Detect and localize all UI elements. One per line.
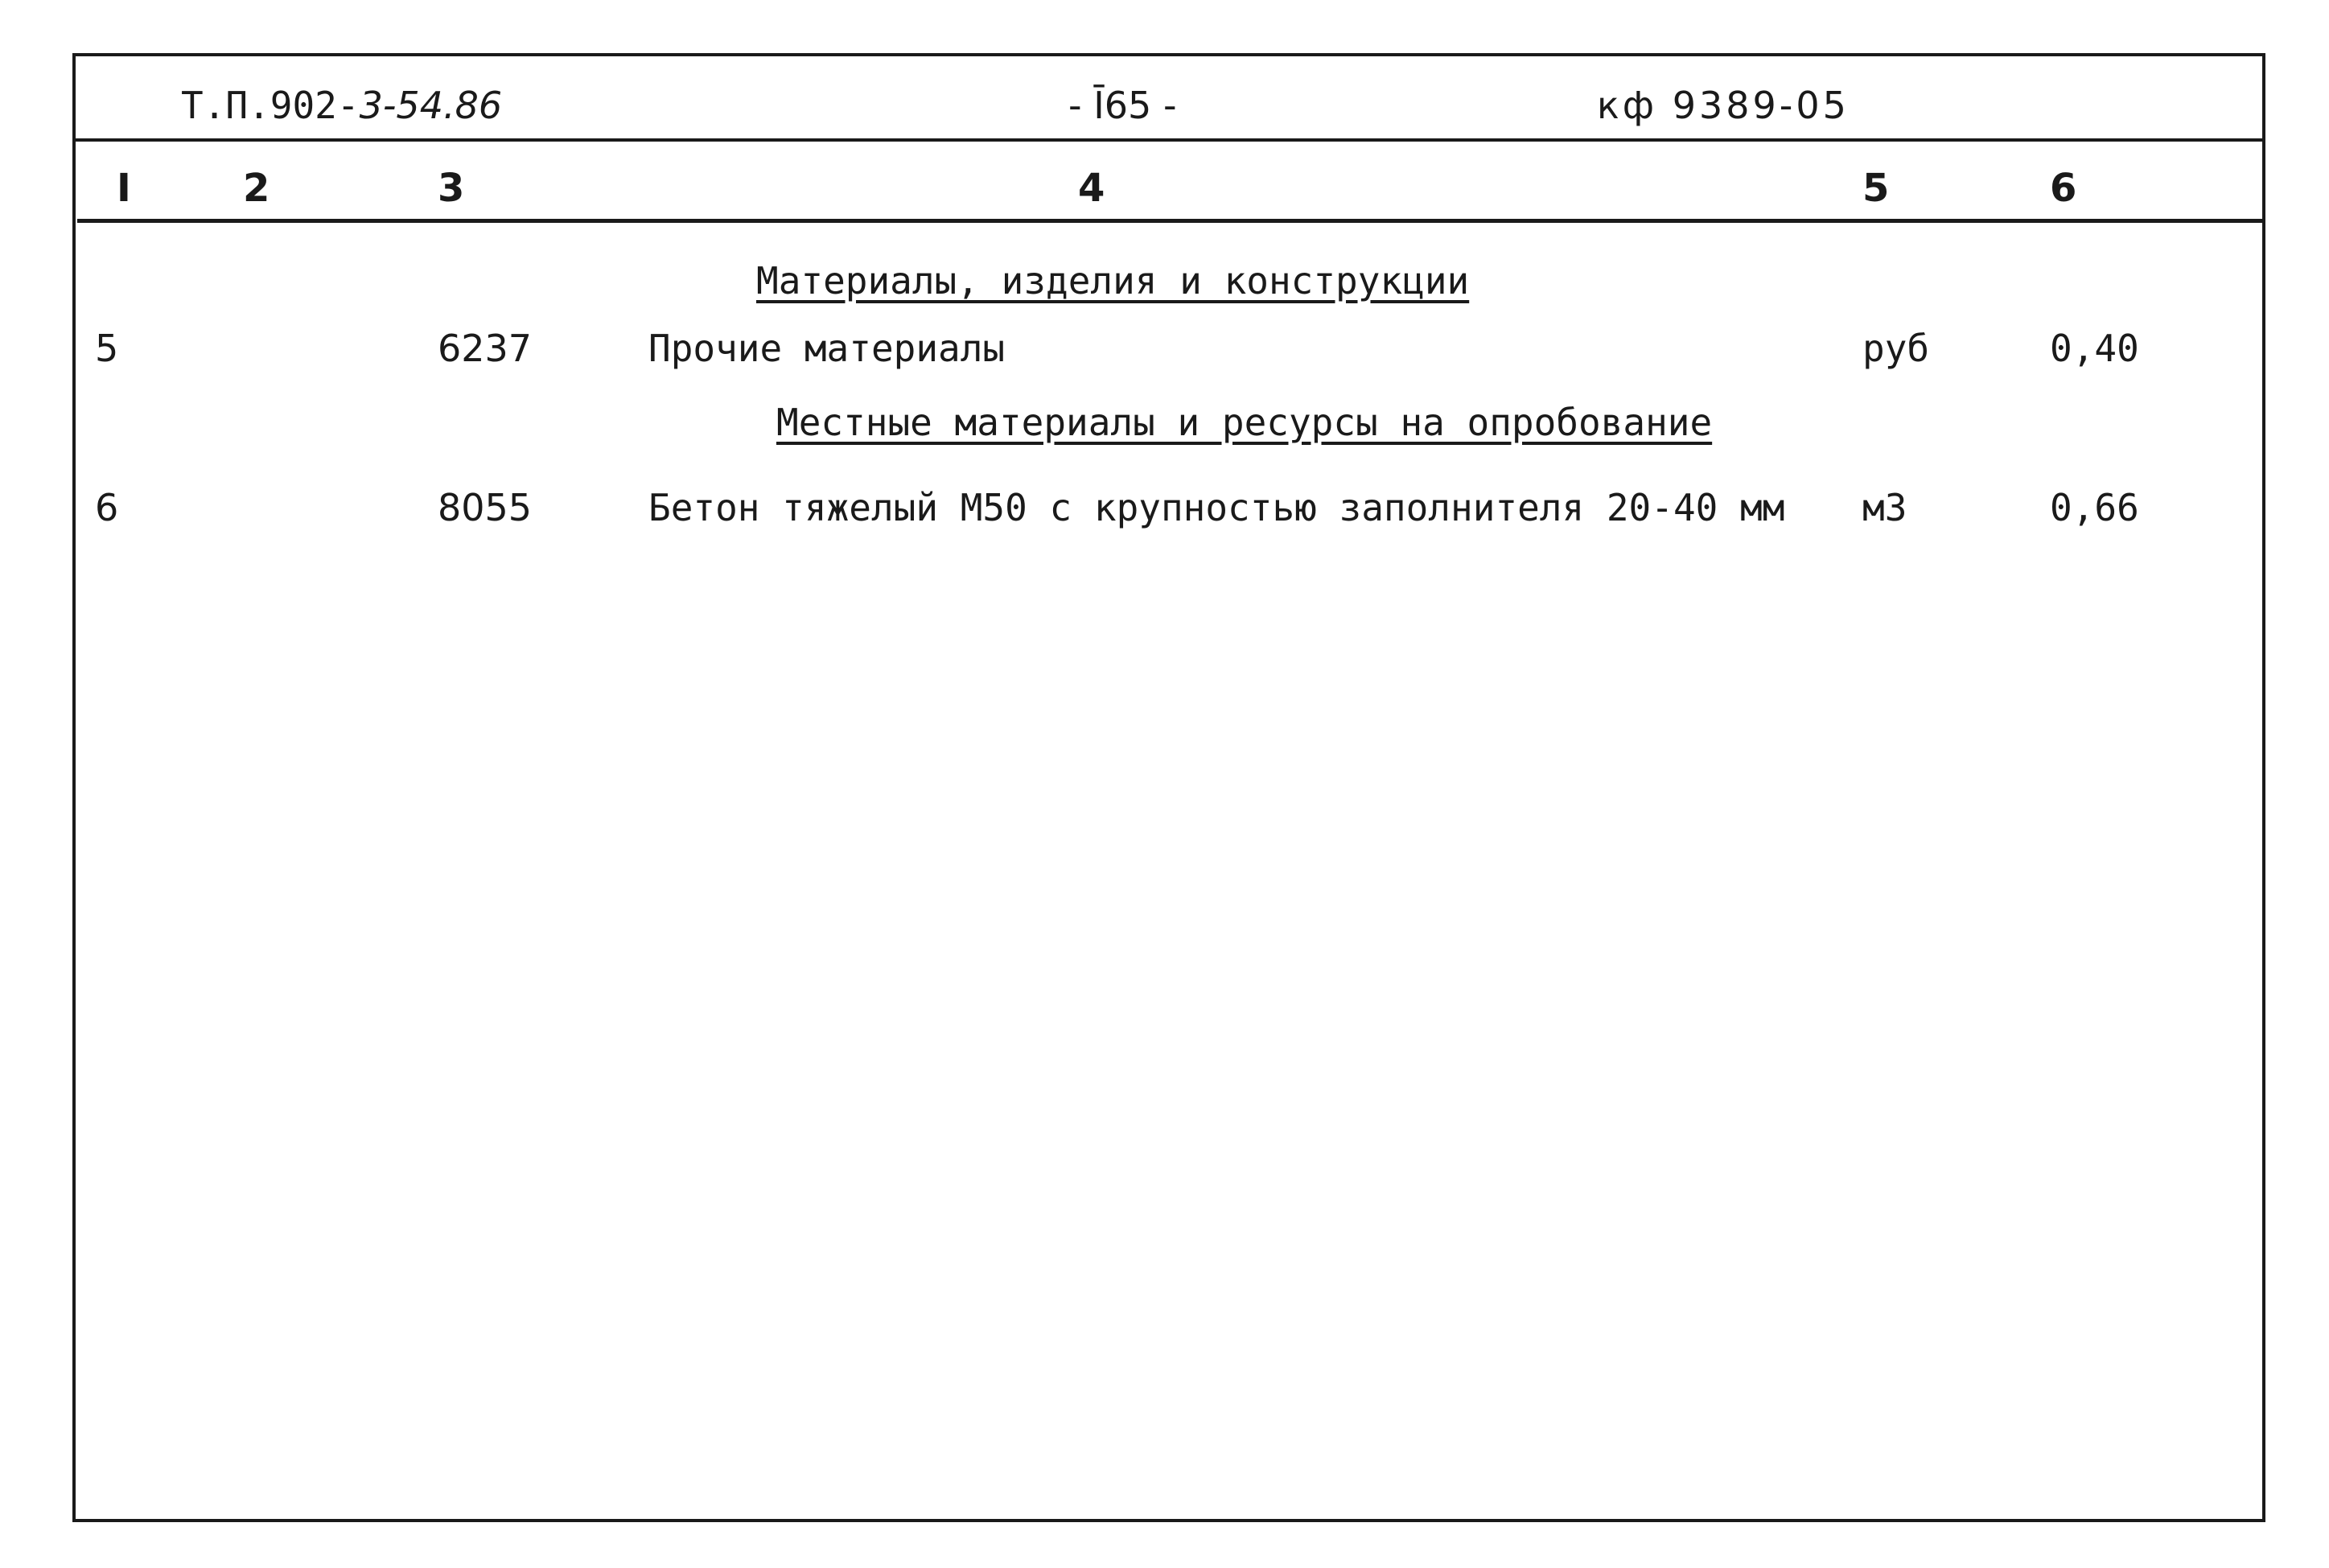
document-number-prefix: Т.П.902- bbox=[181, 84, 360, 127]
stamp-code: кф 9389-05 bbox=[1597, 84, 1850, 127]
section-title-materials: Материалы, изделия и конструкции bbox=[756, 259, 1470, 302]
column-header-1: I bbox=[117, 166, 131, 211]
column-header-divider bbox=[77, 219, 2264, 223]
unit: руб bbox=[1862, 327, 1930, 370]
column-header-5: 5 bbox=[1862, 166, 1890, 211]
row-number: 6 bbox=[95, 486, 119, 529]
column-header-4: 4 bbox=[1078, 166, 1105, 211]
quantity: 0,66 bbox=[2050, 486, 2139, 529]
resource-code: 8055 bbox=[438, 486, 533, 529]
document-number-handwritten: 3-54.86 bbox=[359, 84, 503, 127]
column-header-2: 2 bbox=[243, 166, 270, 211]
row-number: 5 bbox=[95, 327, 119, 370]
resource-name: Прочие материалы bbox=[648, 327, 1006, 370]
quantity: 0,40 bbox=[2050, 327, 2139, 370]
column-header-3: 3 bbox=[438, 166, 465, 211]
page-number: - Ī65 - bbox=[1068, 84, 1177, 127]
resource-name: Бетон тяжелый М50 с крупностью заполнителя 20-40 мм bbox=[648, 486, 1785, 529]
document-number bbox=[181, 84, 503, 127]
header-divider bbox=[72, 138, 2265, 142]
unit: м3 bbox=[1862, 486, 1907, 529]
resource-code: 6237 bbox=[438, 327, 533, 370]
column-header-6: 6 bbox=[2050, 166, 2077, 211]
section-title-local-materials: Местные материалы и ресурсы на опробование bbox=[776, 401, 1713, 444]
